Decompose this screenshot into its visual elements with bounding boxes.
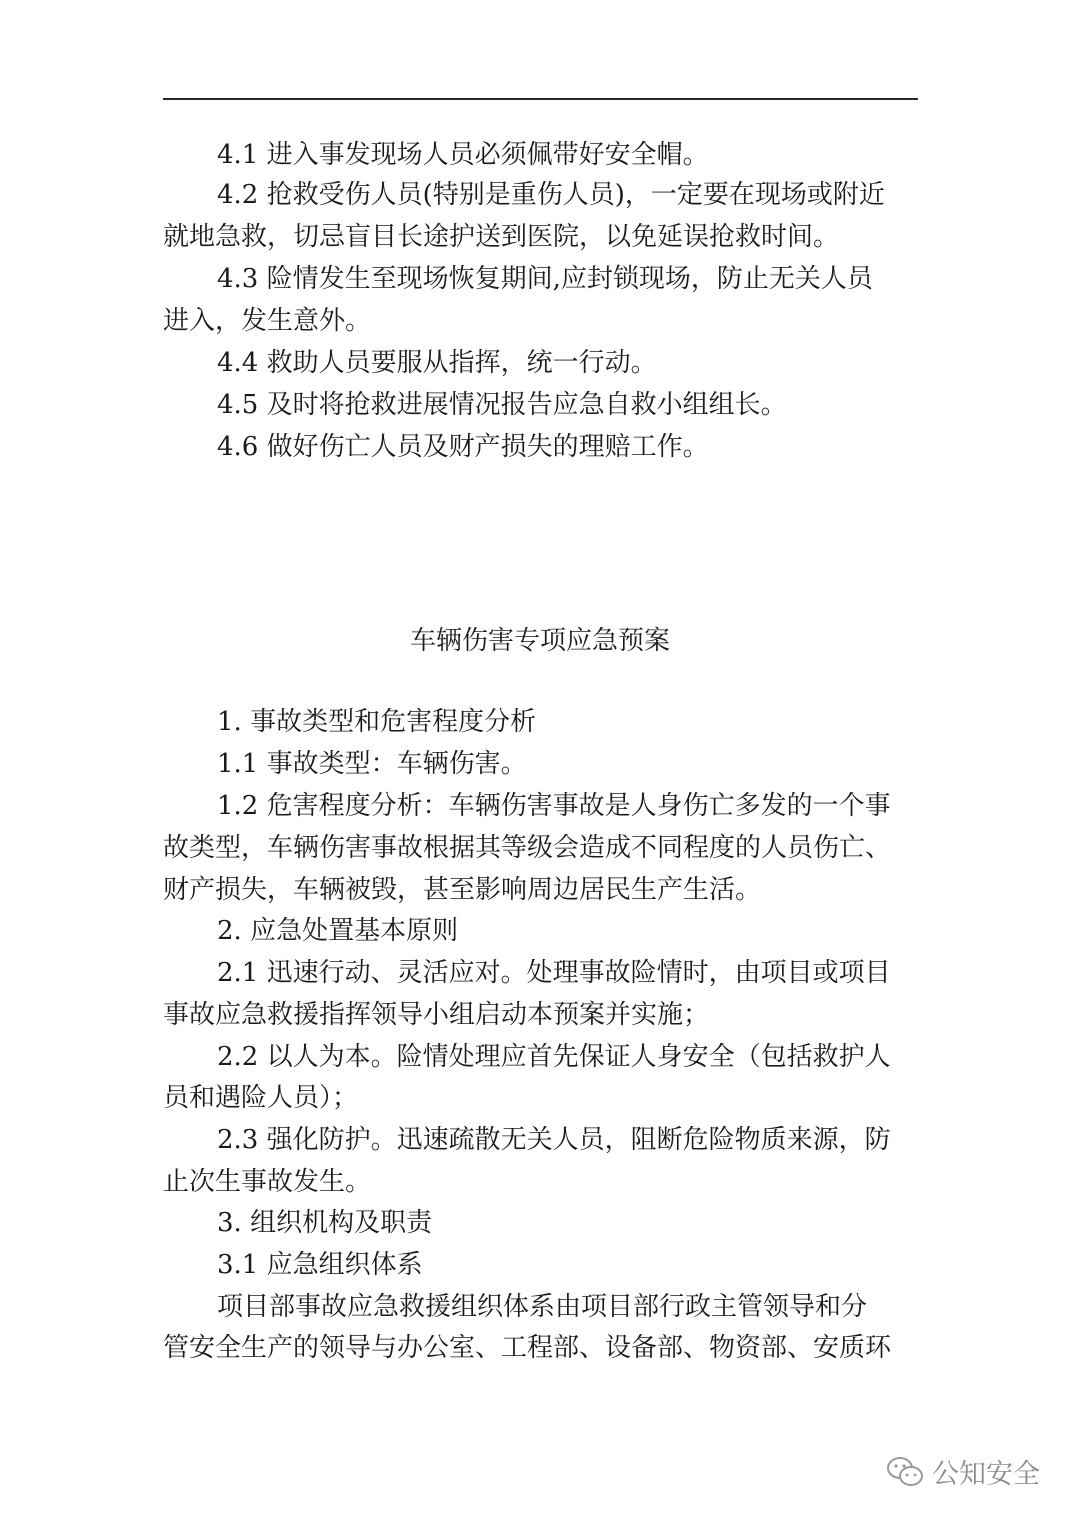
text-line: 2. 应急处置基本原则 <box>217 916 459 946</box>
text-line: 4.5 及时将抢救进展情况报告应急自救小组组长。 <box>217 390 787 420</box>
watermark-text: 公知安全 <box>932 1459 1040 1490</box>
text-line: 止次生事故发生。 <box>163 1167 372 1197</box>
document-title: 车辆伤害专项应急预案 <box>409 626 670 656</box>
text-line: 4.4 救助人员要服从指挥，统一行动。 <box>217 348 657 378</box>
text-line: 就地急救，切忌盲目长途护送到医院，以免延误抢救时间。 <box>163 222 840 252</box>
text-line: 4.2 抢救受伤人员(特别是重伤人员)，一定要在现场或附近 <box>217 180 885 210</box>
text-line: 2.3 强化防护。迅速疏散无关人员，阻断危险物质来源，防 <box>217 1125 891 1155</box>
text-line: 1.2 危害程度分析：车辆伤害事故是人身伤亡多发的一个事 <box>217 791 891 821</box>
text-line: 3. 组织机构及职责 <box>217 1208 433 1238</box>
watermark <box>886 1452 1040 1491</box>
text-line: 1.1 事故类型：车辆伤害。 <box>217 749 527 779</box>
wechat-icon <box>886 1456 924 1488</box>
text-line: 项目部事故应急救援组织体系由项目部行政主管领导和分 <box>217 1292 868 1322</box>
text-line: 4.1 进入事发现场人员必须佩带好安全帽。 <box>217 140 709 170</box>
text-line: 1. 事故类型和危害程度分析 <box>217 707 537 737</box>
header-rule <box>163 98 918 100</box>
text-line: 2.2 以人为本。险情处理应首先保证人身安全（包括救护人 <box>217 1042 891 1072</box>
text-line: 财产损失，车辆被毁，甚至影响周边居民生产生活。 <box>163 875 762 905</box>
text-line: 员和遇险人员）； <box>163 1083 359 1113</box>
text-line: 4.6 做好伤亡人员及财产损失的理赔工作。 <box>217 432 709 462</box>
text-line: 故类型，车辆伤害事故根据其等级会造成不同程度的人员伤亡、 <box>163 833 892 863</box>
text-line: 管安全生产的领导与办公室、工程部、设备部、物资部、安质环 <box>163 1333 892 1363</box>
text-line: 3.1 应急组织体系 <box>217 1250 423 1280</box>
text-line: 4.3 险情发生至现场恢复期间,应封锁现场，防止无关人员 <box>217 264 873 294</box>
text-line: 事故应急救援指挥领导小组启动本预案并实施； <box>163 1000 710 1030</box>
text-line: 2.1 迅速行动、灵活应对。处理事故险情时，由项目或项目 <box>217 958 891 988</box>
text-line: 进入，发生意外。 <box>163 306 372 336</box>
